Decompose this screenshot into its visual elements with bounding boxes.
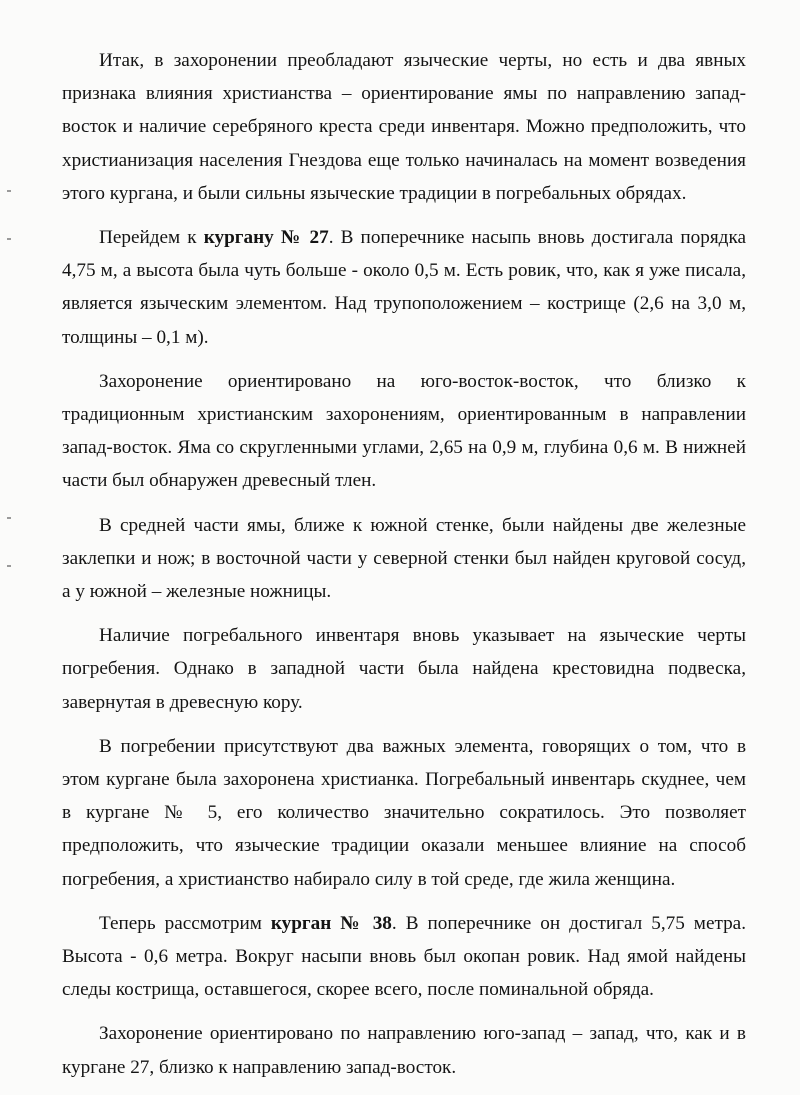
- scan-margin-mark: [7, 565, 11, 567]
- paragraph-text-lead: Перейдем к: [99, 227, 204, 249]
- paragraph: [62, 509, 746, 609]
- paragraph-text: Захоронение ориентировано на юго-восток-восток, что близко к традиционным христианским захоронениям, ориентированным в направлении запад-восток. Яма со скругленными углами, 2,65 на 0,9 м, глубина 0,6 м. В нижней части был обнаружен древесный тлен.: [62, 370, 746, 492]
- bold-term-kurgan-38: курган № 38: [270, 912, 392, 934]
- paragraph-text: Итак, в захоронении преобладают языческие черты, но есть и два явных признака влияния христианства – ориентирование ямы по направлению запад-восток и наличие серебряного креста среди инвентаря. Можно предположить, что христианизация населения Гнездова еще только начиналась на момент возведения этого кургана, и были сильны языческие традиции в погребальных обрядах.: [62, 50, 746, 204]
- paragraph-text-rest: . В поперечнике он достигал 5,75 метра. Высота - 0,6 метра. Вокруг насыпи вновь был окопан ровик. Над ямой найдены следы кострища, оставшегося, скорее всего, после поминальной обряда.: [62, 912, 746, 1001]
- scan-margin-mark: [7, 190, 11, 192]
- scan-margin-mark: [7, 517, 11, 519]
- bold-term-kurgan-27: кургану № 27: [203, 227, 329, 249]
- paragraph: [62, 1017, 746, 1083]
- paragraph: [62, 730, 746, 896]
- paragraph-text: Захоронение ориентировано по направлению юго-запад – запад, что, как и в кургане 27, близко к направлению запад-восток.: [62, 1023, 746, 1078]
- paragraph-text-lead: Теперь рассмотрим: [99, 912, 271, 934]
- paragraph: [62, 44, 746, 210]
- paragraph-text: Наличие погребального инвентаря вновь указывает на языческие черты погребения. Однако в западной части была найдена крестовидна подвеска, завернутая в древесную кору.: [62, 625, 746, 713]
- paragraph-text-rest: . В поперечнике насыпь вновь достигала порядка 4,75 м, а высота была чуть больше - около 0,5 м. Есть ровик, что, как я уже писала, является языческим элементом. Над трупоположением – кострище (2,6 на 3,0 м, толщины – 0,1 м).: [62, 227, 746, 348]
- paragraph: [62, 365, 746, 498]
- document-body: [62, 44, 746, 1095]
- scan-margin-mark: [7, 238, 11, 240]
- paragraph: [62, 619, 746, 719]
- paragraph-text: В средней части ямы, ближе к южной стенке, были найдены две железные заклепки и нож; в восточной части у северной стенки был найден круговой сосуд, а у южной – железные ножницы.: [62, 514, 746, 603]
- paragraph-text: В погребении присутствуют два важных элемента, говорящих о том, что в этом кургане была захоронена христианка. Погребальный инвентарь скуднее, чем в кургане № 5, его количество значительно сократилось. Это позволяет предположить, что языческие традиции оказали меньшее влияние на способ погребения, а христианство набирало силу в той среде, где жила женщина.: [62, 735, 746, 890]
- paragraph: [62, 221, 746, 354]
- paragraph: [62, 907, 746, 1007]
